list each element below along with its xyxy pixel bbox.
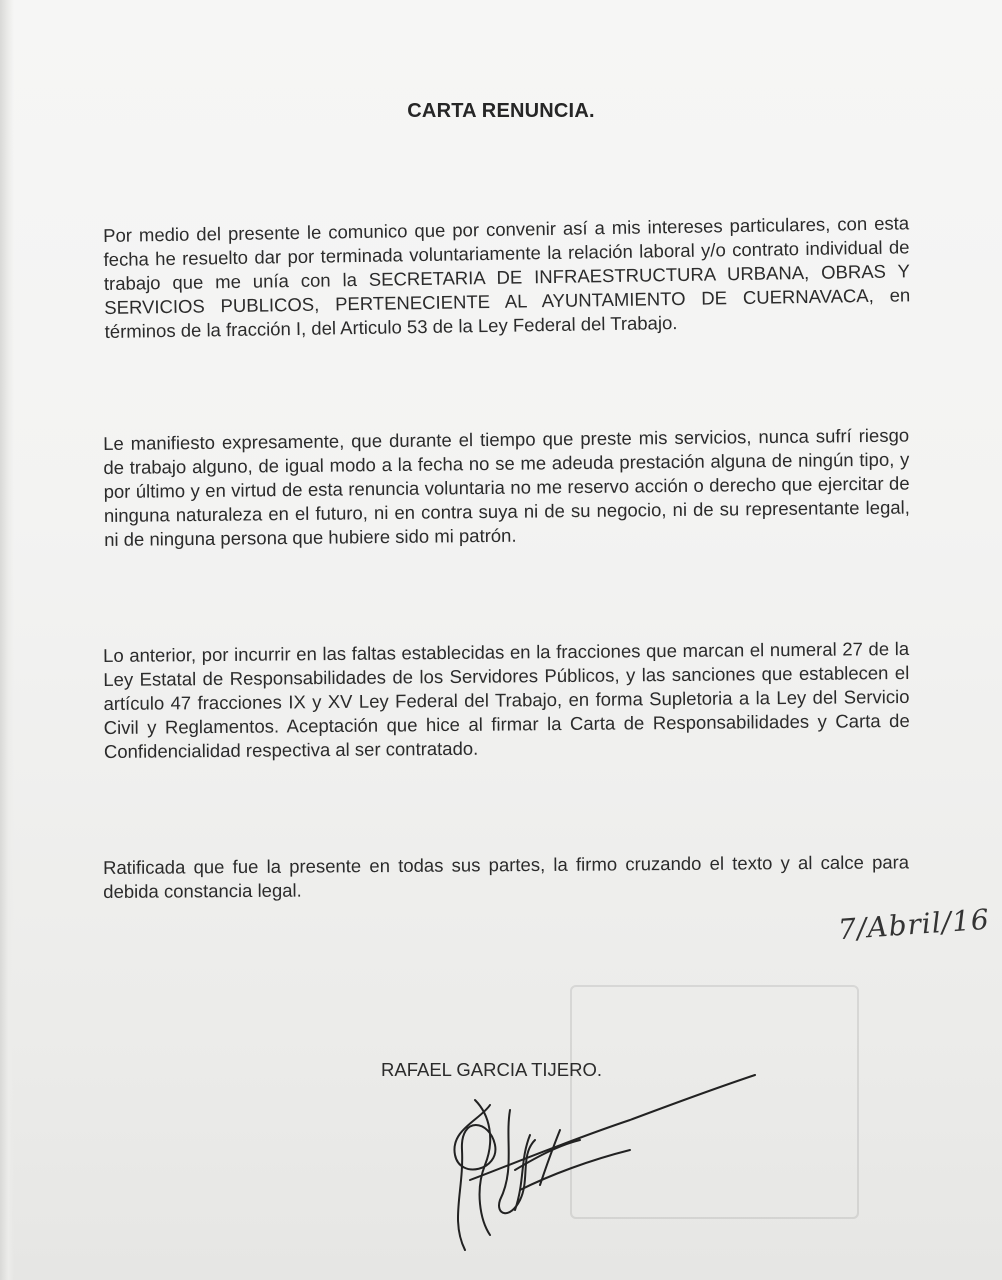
page-edge-shadow [0, 0, 14, 1280]
handwritten-signature [420, 1060, 760, 1260]
paragraph-2: Le manifiesto expresamente, que durante el tiempo que preste mis servicios, nunca sufrí riesgo de trabajo alguno, de igual modo a la fecha no se me adeuda prestación alguna de ningún tipo, y por último y en virtud de esta renuncia voluntaria no me reservo acción o derecho que ejercitar de ninguna naturaleza en el futuro, ni en contra suya ni de su negocio, ni de su representante legal, ni de ninguna persona que hubiere sido mi patrón. [103, 424, 910, 550]
document-title: CARTA RENUNCIA. [407, 100, 595, 122]
handwritten-date: 7/Abril/16 [837, 902, 991, 947]
paragraph-3: Lo anterior, por incurrir en las faltas establecidas en la fracciones que marcan el numeral 27 de la Ley Estatal de Responsabilidades de los Servidores Públicos, y las sanciones que establecen el artículo 47 fracciones IX y XV Ley Federal del Trabajo, en forma Supletoria a la Ley del Servicio Civil y Reglamentos. Aceptación que hice al firmar la Carta de Responsabilidades y Carta de Confidencialidad respectiva al ser contratado. [103, 637, 910, 762]
paragraph-4: Ratificada que fue la presente en todas sus partes, la firmo cruzando el texto y al calce para debida constancia legal. [103, 851, 910, 902]
signatory-name: RAFAEL GARCIA TIJERO. [381, 1059, 603, 1080]
paragraph-1: Por medio del presente le comunico que por convenir así a mis intereses particulares, con esta fecha he resuelto dar por terminada voluntariamente la relación laboral y/o contrato individual de trabajo que me unía con la SECRETARIA DE INFRAESTRUCTURA URBANA, OBRAS Y SERVICIOS PUBLICOS, PERTENECIENTE AL AYUNTAMIENTO DE CUERNAVACA, en términos de la fracción I, del Articulo 53 de la Ley Federal del Trabajo. [103, 212, 911, 342]
